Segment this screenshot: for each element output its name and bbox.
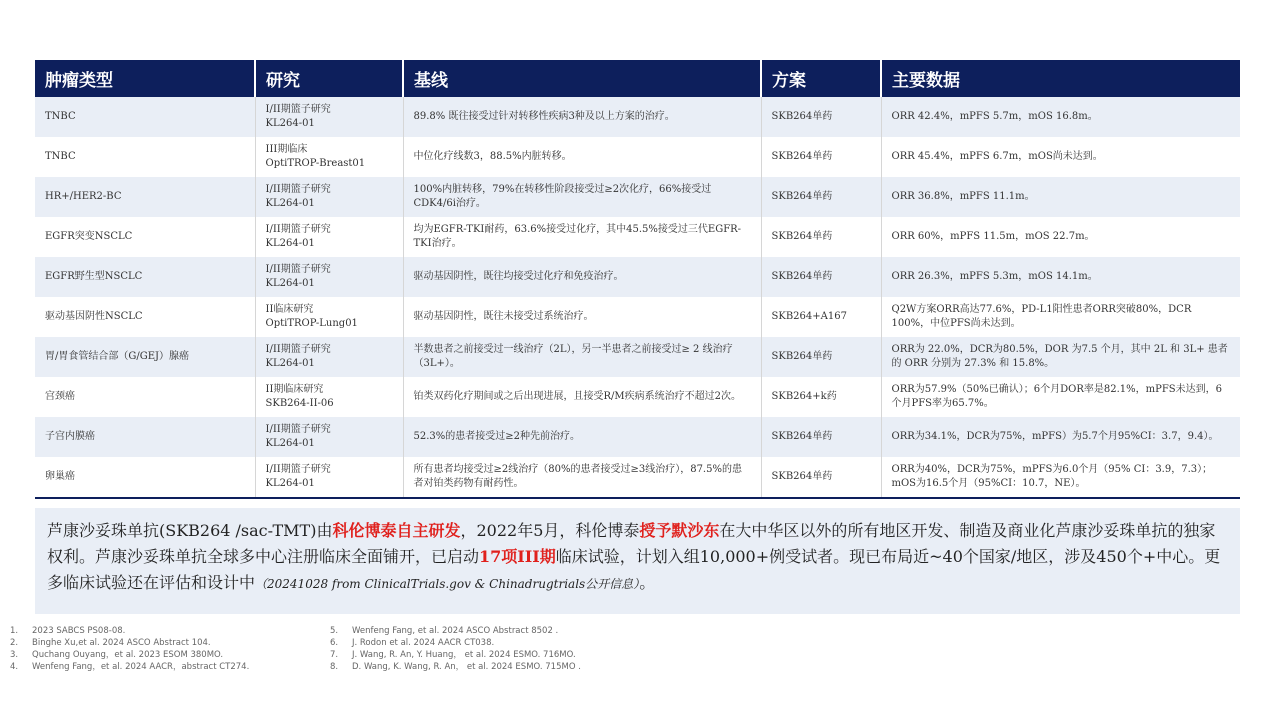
table-row — [35, 97, 1240, 137]
header-regimen: 方案 — [761, 60, 881, 97]
main-data-cell-text: ORR为34.1%，DCR为75%，mPFS）为5.7个月95%CI：3.7，9.4）。 — [891, 431, 1219, 442]
baseline-cell — [403, 377, 761, 417]
callout-highlight-phase3: 17项III期 — [479, 547, 556, 566]
tumor-type-cell-text: 卵巢癌 — [45, 471, 75, 482]
reference-item: 4. Wenfeng Fang，et al. 2024 AACR，abstract CT274. — [10, 662, 250, 672]
main-data-cell-text: ORR为57.9%（50%已确认）；6个月DOR率是82.1%，mPFS未达到，6个月PFS率为65.7%。 — [891, 384, 1222, 409]
main-data-cell — [881, 417, 1240, 457]
regimen-cell-text: SKB264单药 — [771, 351, 833, 362]
main-data-cell-text: ORR 45.4%，mPFS 6.7m，mOS尚未达到。 — [891, 151, 1103, 162]
main-data-cell — [881, 257, 1240, 297]
study-cell-text: I/II期篮子研究 — [265, 344, 331, 355]
baseline-cell-text: 100%内脏转移，79%在转移性阶段接受过≥2次化疗，66%接受过CDK4/6i治疗。 — [413, 184, 712, 209]
callout-text-5: 。 — [639, 573, 656, 592]
study-cell — [255, 417, 403, 457]
baseline-cell-text: 驱动基因阴性，既往未接受过系统治疗。 — [413, 311, 594, 322]
main-data-cell — [881, 217, 1240, 257]
regimen-cell-text: SKB264单药 — [771, 431, 833, 442]
study-cell-text: KL264-01 — [265, 118, 315, 129]
tumor-type-cell-text: HR+/HER2-BC — [45, 191, 122, 202]
baseline-cell-text: 52.3%的患者接受过≥2种先前治疗。 — [413, 431, 581, 442]
main-data-cell-text: Q2W方案ORR高达77.6%，PD-L1阳性患者ORR突破80%，DCR 100%，中位PFS尚未达到。 — [891, 304, 1192, 329]
reference-item: 8. D. Wang, K. Wang, R. An， et al. 2024 ESMO. 715MO . — [330, 662, 581, 672]
baseline-cell-text: 所有患者均接受过≥2线治疗（80%的患者接受过≥3线治疗），87.5%的患者对铂类药物有耐药性。 — [413, 464, 742, 489]
tumor-type-cell-text: 胃/胃食管结合部（G/GEJ）腺癌 — [45, 351, 190, 362]
baseline-cell — [403, 337, 761, 377]
references-column-left — [10, 625, 340, 673]
table-row — [35, 257, 1240, 297]
baseline-cell-text: 驱动基因阴性，既往均接受过化疗和免疫治疗。 — [413, 271, 624, 282]
baseline-cell-text: 铂类双药化疗期间或之后出现进展，且接受R/M疾病系统治疗不超过2次。 — [413, 391, 741, 402]
study-cell-text: OptiTROP-Breast01 — [265, 158, 366, 169]
main-data-cell — [881, 457, 1240, 498]
callout-text-1: 芦康沙妥珠单抗(SKB264 /sac-TMT)由 — [47, 521, 333, 540]
study-cell — [255, 137, 403, 177]
baseline-cell — [403, 257, 761, 297]
tumor-type-cell-text: TNBC — [45, 111, 76, 122]
regimen-cell — [761, 297, 881, 337]
tumor-type-cell-text: EGFR突变NSCLC — [45, 231, 133, 242]
baseline-cell — [403, 137, 761, 177]
callout-source: （20241028 from ClinicalTrials.gov & Chinadrugtrials公开信息） — [255, 577, 640, 591]
tumor-type-cell — [35, 217, 255, 257]
regimen-cell-text: SKB264单药 — [771, 471, 833, 482]
tumor-type-cell-text: TNBC — [45, 151, 76, 162]
regimen-cell-text: SKB264单药 — [771, 191, 833, 202]
regimen-cell — [761, 377, 881, 417]
main-data-cell-text: ORR 60%，mPFS 11.5m，mOS 22.7m。 — [891, 231, 1095, 242]
regimen-cell-text: SKB264+A167 — [771, 311, 847, 322]
regimen-cell-text: SKB264单药 — [771, 151, 833, 162]
header-main-data: 主要数据 — [881, 60, 1240, 97]
reference-item: 6. J. Rodon et al. 2024 AACR CT038. — [330, 638, 495, 648]
baseline-cell-text: 均为EGFR-TKI耐药，63.6%接受过化疗，其中45.5%接受过三代EGFR-TKI治疗。 — [413, 224, 742, 249]
study-cell-text: KL264-01 — [265, 278, 315, 289]
reference-item: 2. Binghe Xu,et al. 2024 ASCO Abstract 104. — [10, 638, 211, 648]
table-row — [35, 177, 1240, 217]
regimen-cell — [761, 257, 881, 297]
table-header-row — [35, 60, 1240, 97]
reference-item: 1. 2023 SABCS PS08-08. — [10, 626, 126, 636]
callout-text-2: ，2022年5月，科伦博泰 — [460, 521, 640, 540]
clinical-data-table-container — [35, 60, 1240, 499]
table-row — [35, 217, 1240, 257]
study-cell-text: OptiTROP-Lung01 — [265, 318, 358, 329]
clinical-data-table — [35, 60, 1240, 499]
study-cell-text: I/II期篮子研究 — [265, 264, 331, 275]
study-cell — [255, 217, 403, 257]
regimen-cell-text: SKB264单药 — [771, 271, 833, 282]
study-cell-text: KL264-01 — [265, 358, 315, 369]
main-data-cell — [881, 337, 1240, 377]
callout-highlight-licensed: 授予默沙东 — [639, 521, 720, 540]
regimen-cell — [761, 217, 881, 257]
table-row — [35, 297, 1240, 337]
baseline-cell-text: 半数患者之前接受过一线治疗（2L），另一半患者之前接受过≥ 2 线治疗（3L+）。 — [413, 344, 733, 369]
baseline-cell-text: 89.8% 既往接受过针对转移性疾病3种及以上方案的治疗。 — [413, 111, 675, 122]
tumor-type-cell-text: 子宫内膜癌 — [45, 431, 95, 442]
header-study: 研究 — [255, 60, 403, 97]
study-cell-text: I/II期篮子研究 — [265, 104, 331, 115]
header-tumor-type: 肿瘤类型 — [35, 60, 255, 97]
main-data-cell — [881, 97, 1240, 137]
study-cell-text: II临床研究 — [265, 304, 314, 315]
regimen-cell-text: SKB264单药 — [771, 111, 833, 122]
tumor-type-cell-text: 宫颈癌 — [45, 391, 75, 402]
main-data-cell-text: ORR为40%，DCR为75%，mPFS为6.0个月（95% CI：3.9，7.3）；mOS为16.5个月（95%CI：10.7，NE）。 — [891, 464, 1213, 489]
study-cell-text: KL264-01 — [265, 198, 315, 209]
reference-item: 3. Quchang Ouyang，et al. 2023 ESOM 380MO. — [10, 650, 224, 660]
study-cell-text: III期临床 — [265, 144, 308, 155]
tumor-type-cell — [35, 377, 255, 417]
table-row — [35, 137, 1240, 177]
reference-item: 7. J. Wang, R. An, Y. Huang， et al. 2024 ESMO. 716MO. — [330, 650, 576, 660]
study-cell-text: II期临床研究 — [265, 384, 324, 395]
main-data-cell-text: ORR 26.3%，mPFS 5.3m，mOS 14.1m。 — [891, 271, 1098, 282]
baseline-cell — [403, 417, 761, 457]
tumor-type-cell — [35, 457, 255, 498]
reference-item: 5. Wenfeng Fang, et al. 2024 ASCO Abstract 8502 . — [330, 626, 559, 636]
study-cell-text: I/II期篮子研究 — [265, 424, 331, 435]
tumor-type-cell — [35, 417, 255, 457]
tumor-type-cell-text: 驱动基因阴性NSCLC — [45, 311, 143, 322]
references-column-right — [330, 625, 660, 673]
study-cell-text: I/II期篮子研究 — [265, 184, 331, 195]
baseline-cell — [403, 457, 761, 498]
tumor-type-cell — [35, 257, 255, 297]
baseline-cell — [403, 297, 761, 337]
regimen-cell — [761, 457, 881, 498]
tumor-type-cell-text: EGFR野生型NSCLC — [45, 271, 143, 282]
baseline-cell — [403, 97, 761, 137]
tumor-type-cell — [35, 337, 255, 377]
regimen-cell — [761, 177, 881, 217]
summary-callout — [35, 508, 1240, 614]
regimen-cell-text: SKB264单药 — [771, 231, 833, 242]
study-cell-text: I/II期篮子研究 — [265, 224, 331, 235]
main-data-cell-text: ORR为 22.0%，DCR为80.5%，DOR 为7.5 个月，其中 2L 和 3L+ 患者的 ORR 分别为 27.3% 和 15.8%。 — [891, 344, 1228, 369]
main-data-cell — [881, 177, 1240, 217]
main-data-cell-text: ORR 42.4%，mPFS 5.7m，mOS 16.8m。 — [891, 111, 1098, 122]
table-row — [35, 417, 1240, 457]
main-data-cell — [881, 377, 1240, 417]
study-cell-text: KL264-01 — [265, 238, 315, 249]
baseline-cell — [403, 177, 761, 217]
table-row — [35, 337, 1240, 377]
study-cell — [255, 177, 403, 217]
main-data-cell — [881, 297, 1240, 337]
study-cell — [255, 377, 403, 417]
regimen-cell — [761, 137, 881, 177]
main-data-cell-text: ORR 36.8%，mPFS 11.1m。 — [891, 191, 1035, 202]
study-cell — [255, 337, 403, 377]
study-cell — [255, 457, 403, 498]
study-cell — [255, 97, 403, 137]
regimen-cell — [761, 417, 881, 457]
regimen-cell — [761, 337, 881, 377]
callout-text-3: 在大中华区以外的所有地区开发、制造及商业化芦康沙妥珠单抗的独家权利。芦康沙妥珠单抗全球多中心注册临床全面铺开，已启动 — [47, 521, 1216, 566]
study-cell-text: KL264-01 — [265, 478, 315, 489]
tumor-type-cell — [35, 137, 255, 177]
main-data-cell — [881, 137, 1240, 177]
header-baseline: 基线 — [403, 60, 761, 97]
study-cell-text: I/II期篮子研究 — [265, 464, 331, 475]
baseline-cell-text: 中位化疗线数3，88.5%内脏转移。 — [413, 151, 572, 162]
callout-highlight-self-developed: 科伦博泰自主研发 — [332, 521, 461, 540]
table-row — [35, 377, 1240, 417]
tumor-type-cell — [35, 297, 255, 337]
study-cell — [255, 257, 403, 297]
study-cell-text: KL264-01 — [265, 438, 315, 449]
tumor-type-cell — [35, 97, 255, 137]
baseline-cell — [403, 217, 761, 257]
study-cell — [255, 297, 403, 337]
study-cell-text: SKB264-II-06 — [265, 398, 334, 409]
regimen-cell — [761, 97, 881, 137]
regimen-cell-text: SKB264+k药 — [771, 391, 837, 402]
table-row — [35, 457, 1240, 498]
callout-text-4: 临床试验，计划入组10,000+例受试者。现已布局近~40个国家/地区，涉及450个+中心。更多临床试验还在评估和设计中 — [47, 547, 1221, 592]
tumor-type-cell — [35, 177, 255, 217]
